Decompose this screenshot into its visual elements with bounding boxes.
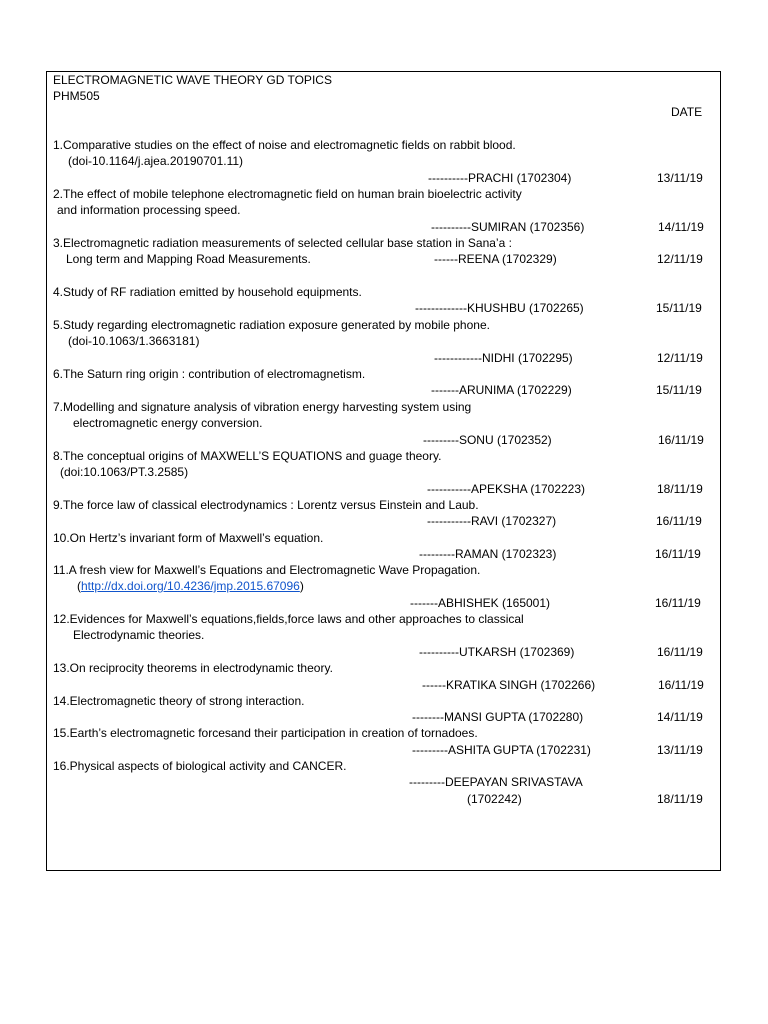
topic-title: 4.Study of RF radiation emitted by household equipments. xyxy=(53,285,362,299)
topic-presenter: -------------KHUSHBU (1702265) xyxy=(415,301,584,315)
topic-presenter: ---------DEEPAYAN SRIVASTAVA xyxy=(409,775,583,789)
topic-date: 14/11/19 xyxy=(657,710,703,724)
topic-date: 14/11/19 xyxy=(658,220,704,234)
topic-date: 13/11/19 xyxy=(657,743,703,757)
topic-presenter: ------------NIDHI (1702295) xyxy=(434,351,573,365)
topic-presenter: ----------PRACHI (1702304) xyxy=(428,171,572,185)
topic-title: 14.Electromagnetic theory of strong interaction. xyxy=(53,694,305,708)
topic-title: 9.The force law of classical electrodynamics : Lorentz versus Einstein and Laub. xyxy=(53,498,479,512)
course-code: PHM505 xyxy=(53,89,100,103)
topic-title: 15.Earth’s electromagnetic forcesand their participation in creation of tornadoes. xyxy=(53,726,478,740)
topic-title-continued: electromagnetic energy conversion. xyxy=(73,416,263,430)
topic-title: 1.Comparative studies on the effect of noise and electromagnetic fields on rabbit blood. xyxy=(53,138,516,152)
topic-date: 18/11/19 xyxy=(657,482,703,496)
doi-link[interactable]: http://dx.doi.org/10.4236/jmp.2015.67096 xyxy=(81,579,300,593)
topic-date: 18/11/19 xyxy=(657,792,703,806)
topic-presenter: ----------UTKARSH (1702369) xyxy=(419,645,575,659)
topic-presenter: ------KRATIKA SINGH (1702266) xyxy=(422,678,596,692)
topic-title: 10.On Hertz’s invariant form of Maxwell’s equation. xyxy=(53,531,324,545)
topic-title: 5.Study regarding electromagnetic radiation exposure generated by mobile phone. xyxy=(53,318,490,332)
topic-presenter: --------MANSI GUPTA (1702280) xyxy=(412,710,584,724)
doi-close-paren: ) xyxy=(299,579,304,593)
topic-date: 16/11/19 xyxy=(658,433,704,447)
topic-title-continued: Long term and Mapping Road Measurements. xyxy=(66,252,311,266)
topic-date: 16/11/19 xyxy=(655,596,701,610)
topic-title: 3.Electromagnetic radiation measurements of selected cellular base station in Sana’a : xyxy=(53,236,512,250)
topic-presenter: ---------ASHITA GUPTA (1702231) xyxy=(412,743,591,757)
topic-presenter: -----------RAVI (1702327) xyxy=(427,514,557,528)
topic-presenter: ---------SONU (1702352) xyxy=(423,433,552,447)
document-title: ELECTROMAGNETIC WAVE THEORY GD TOPICS xyxy=(53,73,332,87)
topic-date: 16/11/19 xyxy=(658,678,704,692)
doi-open-paren: ( xyxy=(77,579,81,593)
topic-presenter: -------ABHISHEK (165001) xyxy=(410,596,551,610)
topic-date: 16/11/19 xyxy=(656,514,702,528)
topic-title: 16.Physical aspects of biological activity and CANCER. xyxy=(53,759,347,773)
topic-title: 11.A fresh view for Maxwell’s Equations and Electromagnetic Wave Propagation. xyxy=(53,563,481,577)
topic-date: 12/11/19 xyxy=(657,252,703,266)
topic-title-continued: and information processing speed. xyxy=(57,203,241,217)
topic-date: 16/11/19 xyxy=(657,645,703,659)
topic-presenter: ---------RAMAN (1702323) xyxy=(419,547,557,561)
topic-date: 16/11/19 xyxy=(655,547,701,561)
topic-presenter: -----------APEKSHA (1702223) xyxy=(427,482,586,496)
topic-presenter-roll: (1702242) xyxy=(467,792,522,806)
topic-date: 15/11/19 xyxy=(656,301,702,315)
topic-presenter: -------ARUNIMA (1702229) xyxy=(431,383,572,397)
topic-date: 13/11/19 xyxy=(657,171,703,185)
date-column-header: DATE xyxy=(671,105,703,119)
topic-presenter: ----------SUMIRAN (1702356) xyxy=(431,220,585,234)
topic-title: 6.The Saturn ring origin : contribution of electromagnetism. xyxy=(53,367,366,381)
topic-title: 12.Evidences for Maxwell’s equations,fields,force laws and other approaches to classical xyxy=(53,612,524,626)
topic-doi: (doi:10.1063/PT.3.2585) xyxy=(60,465,189,479)
topic-title-continued: Electrodynamic theories. xyxy=(73,628,205,642)
topic-doi: (doi-10.1164/j.ajea.20190701.11) xyxy=(68,154,244,168)
topic-title: 7.Modelling and signature analysis of vibration energy harvesting system using xyxy=(53,400,472,414)
topic-title: 13.On reciprocity theorems in electrodynamic theory. xyxy=(53,661,333,675)
topic-date: 15/11/19 xyxy=(656,383,702,397)
topic-presenter: ------REENA (1702329) xyxy=(434,252,557,266)
topic-doi xyxy=(77,579,304,593)
topic-title: 8.The conceptual origins of MAXWELL’S EQUATIONS and guage theory. xyxy=(53,449,442,463)
topic-doi: (doi-10.1063/1.3663181) xyxy=(68,334,200,348)
topic-title: 2.The effect of mobile telephone electromagnetic field on human brain bioelectric activity xyxy=(53,187,522,201)
topic-date: 12/11/19 xyxy=(657,351,703,365)
